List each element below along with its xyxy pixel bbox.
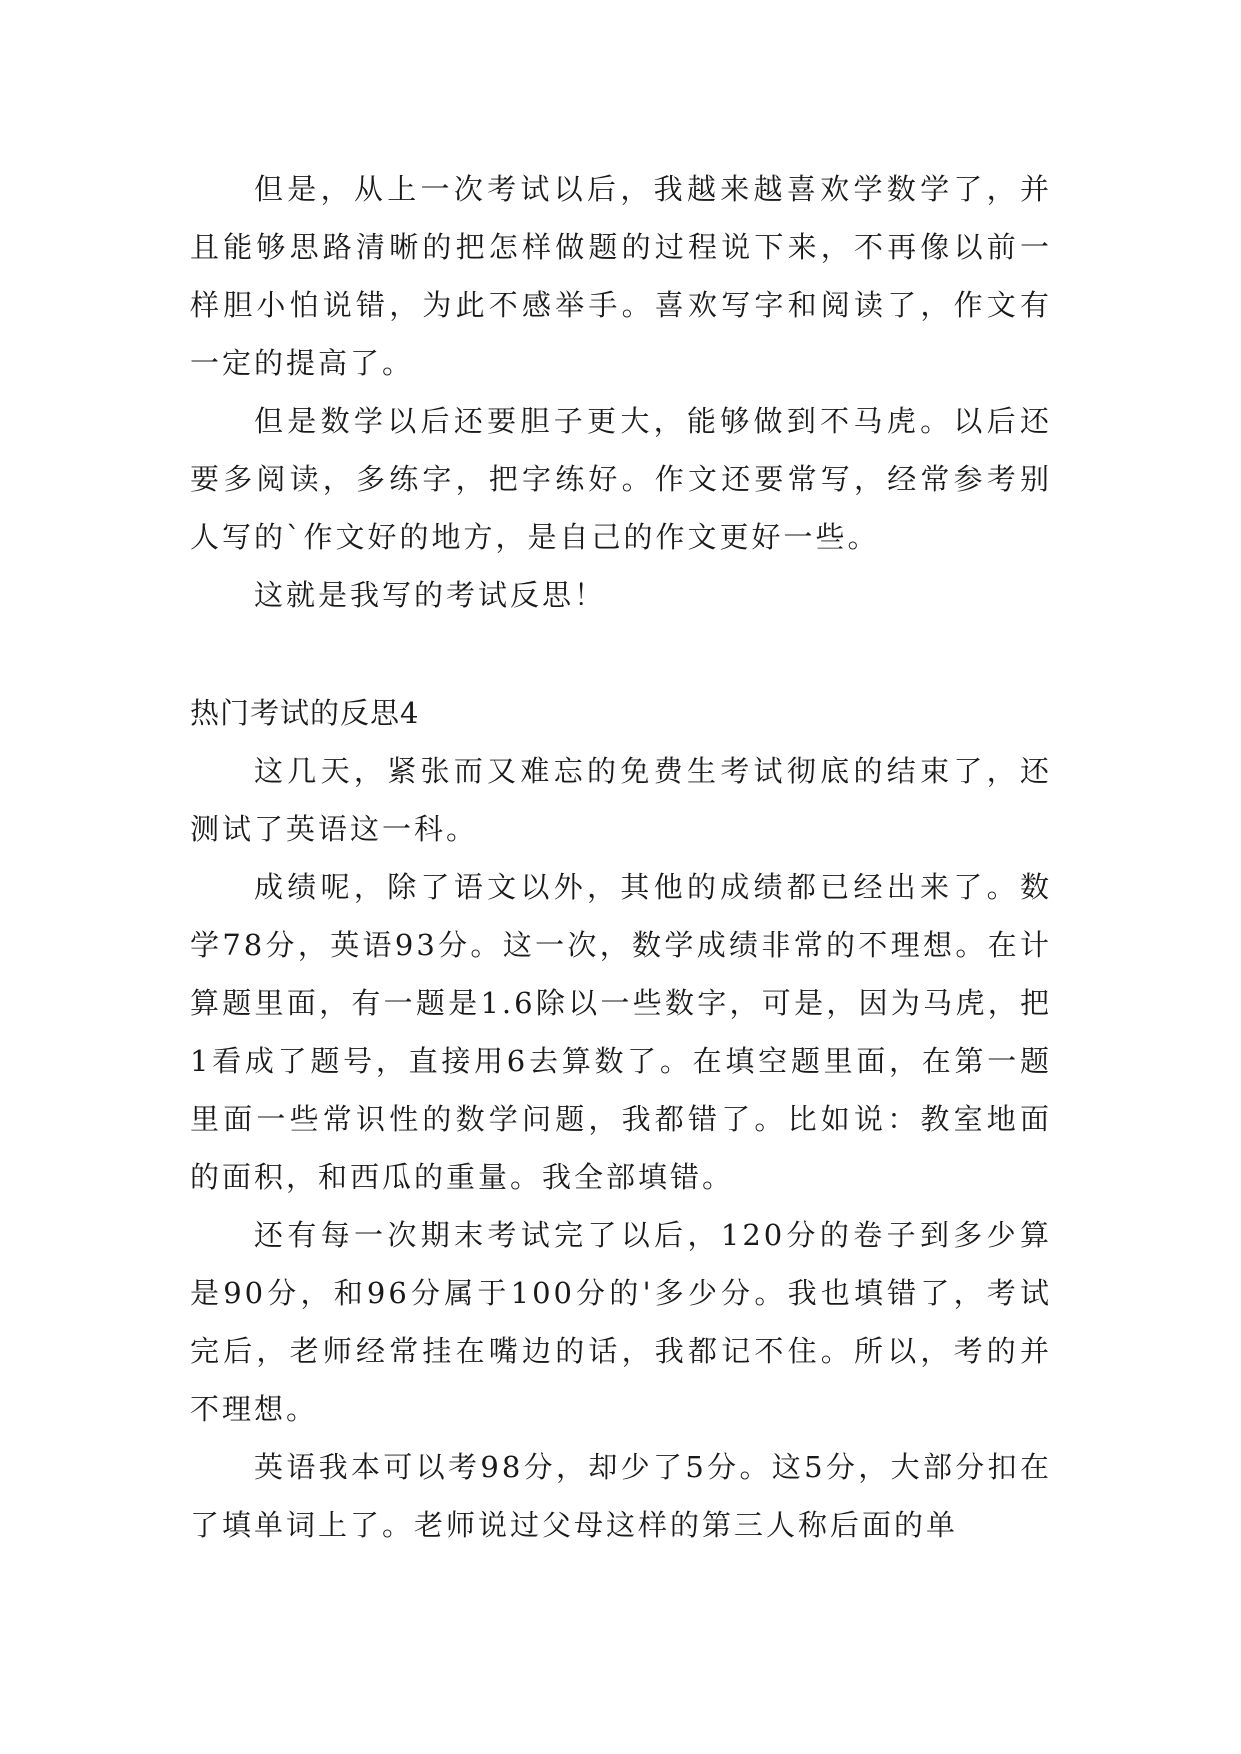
paragraph-exam-ended: 这几天，紧张而又难忘的免费生考试彻底的结束了，还测试了英语这一科。	[190, 754, 1052, 846]
paragraph-mistakes: 还有每一次期末考试完了以后，120分的卷子到多少算是90分，和96分属于100分的'多少分。我也填错了，考试完后，老师经常挂在嘴边的话，我都记不住。所以，考的并不理想。	[190, 1218, 1052, 1426]
article-section-4	[190, 684, 1052, 1554]
paragraph-future-goals: 但是数学以后还要胆子更大，能够做到不马虎。以后还要多阅读，多练字，把字练好。作文还要常写，经常参考别人写的`作文好的地方，是自己的作文更好一些。	[190, 404, 1052, 554]
paragraph-scores: 成绩呢，除了语文以外，其他的成绩都已经出来了。数学78分，英语93分。这一次，数学成绩非常的不理想。在计算题里面，有一题是1.6除以一些数字，可是，因为马虎，把1看成了题号，直接用6去算数了。在填空题里面，在第一题里面一些常识性的数学问题，我都错了。比如说：教室地面的面积，和西瓜的重量。我全部填错。	[190, 870, 1052, 1194]
article-body-top	[190, 160, 1052, 624]
paragraph-english: 英语我本可以考98分，却少了5分。这5分，大部分扣在了填单词上了。老师说过父母这样的第三人称后面的单	[190, 1450, 1052, 1542]
paragraph-math-progress: 但是，从上一次考试以后，我越来越喜欢学数学了，并且能够思路清晰的把怎样做题的过程说下来，不再像以前一样胆小怕说错，为此不感举手。喜欢写字和阅读了，作文有一定的提高了。	[190, 172, 1052, 380]
section-title: 热门考试的反思4	[190, 696, 420, 730]
paragraph-closing: 这就是我写的考试反思！	[254, 578, 607, 612]
